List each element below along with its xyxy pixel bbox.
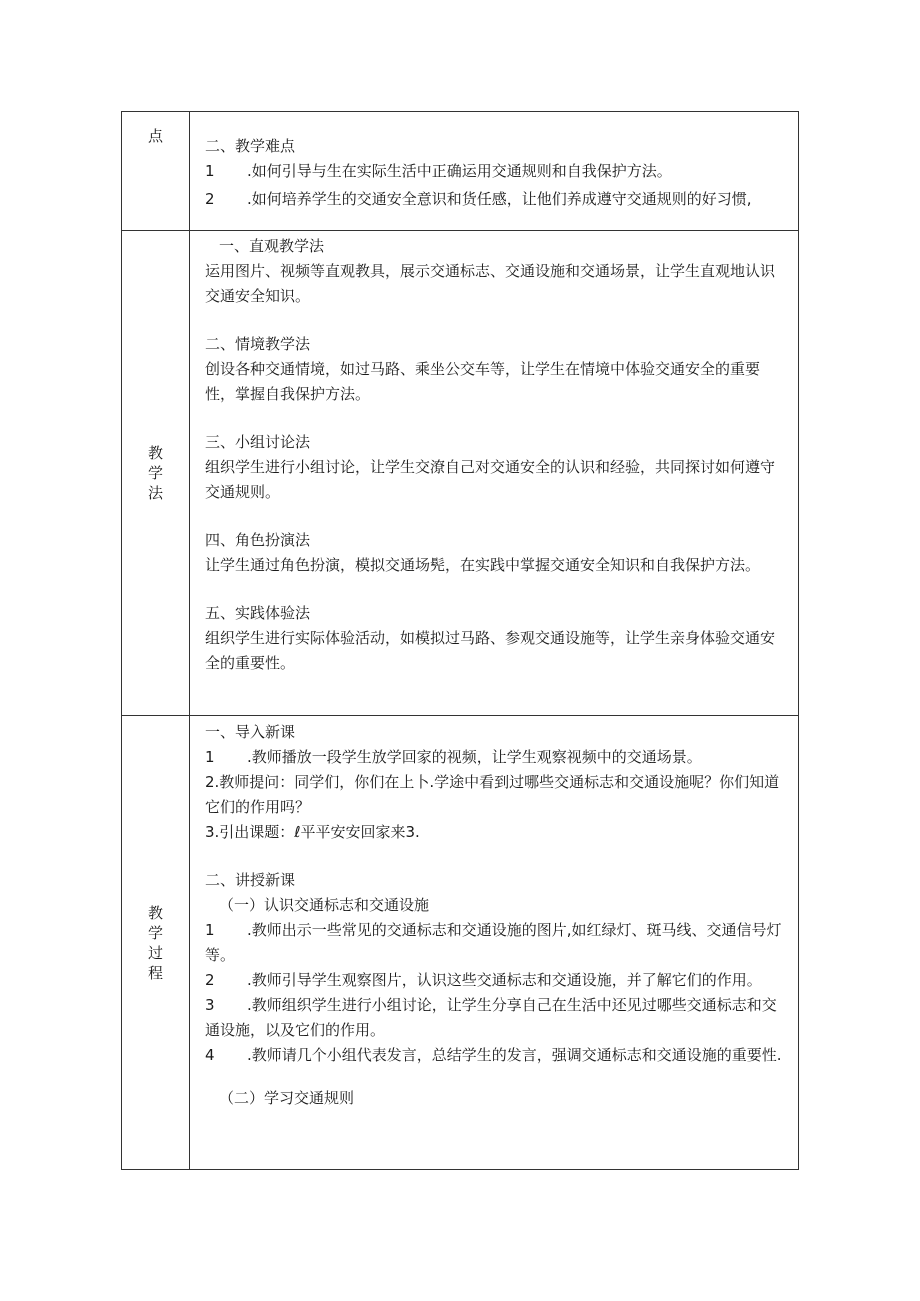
method-heading: 五、实践体验法 <box>205 604 311 622</box>
method-body: 组织学生进行小组讨论，让学生交潦自己对交通安全的认识和经验，共同探讨如何遵守交通规则。 <box>205 458 776 501</box>
difficulty-heading: 二、教学难点 <box>205 137 296 155</box>
intro-heading: 一、导入新课 <box>205 723 296 741</box>
lecture-heading: 二、讲授新课 <box>205 871 296 889</box>
methods-content <box>190 231 799 716</box>
methods-label-char: 法 <box>147 484 163 502</box>
intro-item: 1 .教师播放一段学生放学回家的视频，让学生观察视频中的交通场景。 <box>205 748 702 766</box>
method-section <box>205 528 784 578</box>
process-label-char: 学 <box>147 923 163 942</box>
methods-label-cell <box>122 231 190 716</box>
lecture-item: 3 .教师组织学生进行小组讨论，让学生分享自己在生活中还见过哪些交通标志和交通设施，以及它们的作用。 <box>205 996 777 1039</box>
method-heading: 一、直观教学法 <box>219 237 325 255</box>
methods-label-char: 教 <box>147 444 163 462</box>
lecture-subheading: （二）学习交通规则 <box>219 1089 355 1107</box>
difficulty-label-cell <box>122 112 190 231</box>
process-row <box>122 716 799 1170</box>
lecture-item: 2 .教师引导学生观察图片，认识这些交通标志和交通设施，并了解它们的作用。 <box>205 971 762 989</box>
intro-item: 2.教师提问：同学们，你们在上卜.学途中看到过哪些交通标志和交通设施呢？你们知道它们的作用吗？ <box>205 773 780 816</box>
method-body: 创设各种交通情境，如过马路、乘坐公交车等，让学生在情境中体验交通安全的重要性，掌握自我保护方法。 <box>205 360 761 403</box>
difficulty-item: 1 .如何引导与生在实际生活中正确运用交通规则和自我保护方法。 <box>205 162 672 180</box>
method-body: 让学生通过角色扮演，模拟交通场髡，在实践中掌握交通安全知识和自我保护方法。 <box>205 556 761 574</box>
lesson-plan-table <box>121 111 799 1170</box>
process-content <box>190 716 799 1170</box>
lecture-item: 1 .教师出示一些常见的交通标志和交通设施的图片,如红绿灯、斑马线、交通信号灯等。 <box>205 921 782 964</box>
difficulty-item: 2 .如何培养学生的交通安全意识和货任感，让他们养成遵守交通规则的好习惯, <box>205 190 752 208</box>
method-section <box>205 601 784 676</box>
methods-row <box>122 231 799 716</box>
process-label-cell <box>122 716 190 1170</box>
method-body: 组织学生进行实际体验活动，如模拟过马路、参观交通设施等，让学生亲身体验交通安全的重要性。 <box>205 629 776 672</box>
methods-label-char: 学 <box>147 464 163 482</box>
process-label-char: 过 <box>147 943 163 962</box>
difficulty-content <box>190 112 799 231</box>
lecture-subheading: （一）认识交通标志和交通设施 <box>219 896 430 914</box>
method-section <box>205 430 784 505</box>
lecture-item: 4 .教师请几个小组代表发言，总结学生的发言，强调交通标志和交通设施的重要性. <box>205 1046 782 1064</box>
process-label-char: 教 <box>147 903 163 922</box>
method-section <box>205 234 784 309</box>
method-body: 运用图片、视频等直观教具，展示交通标志、交通设施和交通场景，让学生直观地认识交通安全知识。 <box>205 262 776 305</box>
method-heading: 三、小组讨论法 <box>205 433 311 451</box>
method-heading: 四、角色扮演法 <box>205 531 311 549</box>
process-label-char: 程 <box>147 963 163 982</box>
difficulty-label: 点 <box>147 127 163 145</box>
method-section <box>205 332 784 407</box>
difficulty-row <box>122 112 799 231</box>
intro-item: 3.引出课题：ℓ平平安安回家来3. <box>205 823 420 841</box>
method-heading: 二、情境教学法 <box>205 335 311 353</box>
